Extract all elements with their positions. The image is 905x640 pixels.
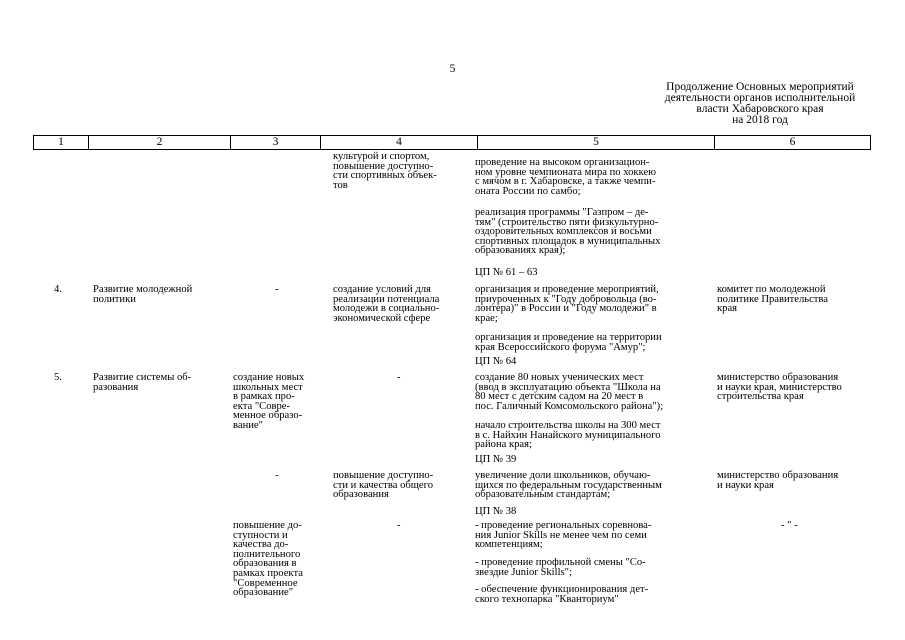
text-line: образования [333,489,389,501]
text-line: комитет по молодежной [717,284,826,295]
text-line: реализация программы "Газпром – де- [475,207,649,218]
header-col-6: 6 [789,136,796,148]
row-5-program-ref [475,455,516,465]
continued-program-ref [475,268,538,278]
text-line: и науки края, министерство [717,381,842,393]
row-4-program-ref [475,357,516,367]
page-number: 5 [449,63,456,75]
text-line: приуроченных к "Году добровольца (во- [475,293,657,305]
row-5b-project: - [275,470,279,481]
row-5-measures-b [475,421,661,450]
row-5c-responsible: - " - [781,520,798,531]
text-line: разования [93,381,139,393]
text-line: организация и проведение мероприятий, [475,284,659,295]
text-line: менное образо- [233,410,303,422]
text-line: создание 80 новых ученических мест [475,372,644,383]
row-5c-measures-a [475,521,651,550]
header-col-2: 2 [156,136,163,148]
text-line: проведение на высоком организацион- [475,157,650,168]
heading-line: Продолжение Основных мероприятий [666,81,854,93]
text-line: политики [93,293,136,305]
row-4-responsible [717,285,828,314]
text-line: реализации потенциала [333,293,440,305]
continued-goal [333,152,437,190]
row-5-responsible [717,373,842,402]
row-4-goal [333,285,439,323]
text-line: повышение до- [233,520,302,531]
row-5c-measures-c [475,585,648,604]
header-col-3: 3 [272,136,279,148]
row-5-project [233,373,304,431]
text-line: крае; [475,312,498,324]
text-line: образование" [233,587,294,599]
row-5b-responsible [717,471,838,490]
text-line: школьных мест [233,381,303,393]
text-line: ЦП № 64 [475,356,517,367]
row-4-measures-a [475,285,659,323]
text-line: вание" [233,419,263,431]
text-line: - проведение профильной смены "Со- [475,557,646,568]
text-line: создание новых [233,372,305,383]
text-line: культурой и спортом, [333,151,430,162]
text-line: повышение доступно- [333,470,434,481]
continued-measures-a [475,158,656,196]
row-4-number: 4. [54,284,62,295]
row-5-measures-a [475,373,663,411]
text-line: качества до- [233,539,289,551]
text-line: ступности и [233,529,288,541]
header-col-4: 4 [396,136,402,148]
text-line: и науки края [717,479,774,491]
text-line: района края; [475,439,532,451]
text-line: ЦП № 39 [475,454,517,465]
text-line: сти и качества общего [333,479,433,491]
text-line: строительства края [717,391,804,403]
heading-line: на 2018 год [732,114,788,126]
header-col-1: 1 [58,136,64,148]
row-4-direction [93,285,192,304]
text-line: министерство образования [717,372,839,383]
text-line: края [717,303,738,315]
text-line: ном уровне чемпионата мира по хоккею [475,166,657,178]
row-5b-measures-a [475,471,662,500]
text-line: образования в [233,558,297,570]
row-5-goal: - [397,372,401,383]
row-5c-goal: - [397,520,401,531]
text-line: увеличение доли школьников, обучаю- [475,470,651,481]
text-line: сти спортивных объек- [333,170,437,182]
text-line: повышение доступно- [333,160,434,172]
heading-line: деятельности органов исполнительной [664,92,856,104]
text-line: (ввод в эксплуатацию объекта "Школа на [475,381,661,393]
text-line: - обеспечение функционирования дет- [475,584,649,595]
text-line: пос. Галичный Комсомольского района"); [475,400,664,412]
text-line: Развитие молодежной [93,284,193,295]
text-line: ского технопарка "Кванториум" [475,593,619,605]
text-line: создание условий для [333,284,431,295]
text-line: "Современное [233,577,298,589]
text-line: молодежи в социально- [333,303,440,315]
text-line: щихся по федеральным государственным [475,479,662,491]
text-line: оната России по самбо; [475,185,581,197]
text-line: Развитие системы об- [93,372,192,383]
text-line: полнительного [233,548,301,560]
text-line: в рамках про- [233,391,295,403]
text-line: экономической сфере [333,312,431,324]
text-line: образовательным стандартам; [475,489,611,501]
header-col-5: 5 [593,136,599,148]
row-4-measures-b [475,333,662,352]
row-4-project: - [275,284,279,295]
text-line: звездие Junior Skills"; [475,566,572,578]
document-heading [560,82,905,126]
text-line: ЦП № 38 [475,506,517,517]
row-5c-project [233,521,303,598]
text-line: с мячом в г. Хабаровске, а также чемпи- [475,176,656,188]
text-line: организация и проведение на территории [475,332,662,343]
text-line: 80 мест с детским садом на 20 мест в [475,391,644,403]
row-5b-goal [333,471,433,500]
text-line: тям" (строительство пяти физкультурно- [475,216,659,228]
text-line: образованиях края); [475,245,566,257]
text-line: политике Правительства [717,293,828,305]
text-line: тов [333,179,348,191]
heading-line: власти Хабаровского края [696,103,824,115]
text-line: - проведение региональных соревнова- [475,520,652,531]
text-line: оздоровительных комплексов и восьми [475,226,652,238]
text-line: начало строительства школы на 300 мест [475,420,661,431]
text-line: в с. Найхин Нанайского муниципального [475,429,661,441]
table-header-row [33,135,871,150]
text-line: рамках проекта [233,567,303,579]
text-line: лонтера)" в России и "Году молодежи" в [475,303,657,315]
row-5-direction [93,373,191,392]
text-line: ния Junior Skills не менее чем по семи [475,529,647,541]
continued-measures-b [475,208,660,256]
text-line: ЦП № 61 – 63 [475,267,538,278]
text-line: министерство образования [717,470,839,481]
row-5-number: 5. [54,372,62,383]
text-line: края Всероссийского форума "Амур"; [475,341,646,353]
row-5b-program-ref [475,507,516,517]
text-line: спортивных площадок в муниципальных [475,235,661,247]
row-5c-measures-b [475,558,646,577]
text-line: компетенциям; [475,539,543,551]
text-line: екта "Совре- [233,400,291,412]
